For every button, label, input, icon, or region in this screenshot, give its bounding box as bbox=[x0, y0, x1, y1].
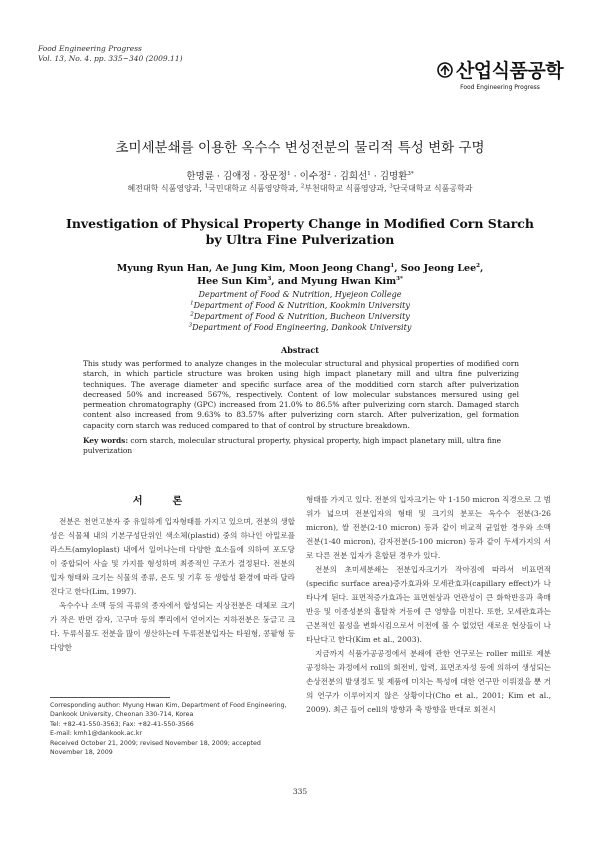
author-name: , and Myung Hwan Kim bbox=[271, 276, 397, 287]
author-name: Moon Jeong Chang bbox=[289, 263, 391, 274]
author-separator: · bbox=[250, 171, 260, 182]
affiliation: 단국대학교 식품공학과 bbox=[392, 184, 473, 193]
superscript: 2 bbox=[190, 311, 194, 318]
abstract-heading: Abstract bbox=[281, 345, 319, 355]
footnote-line: Tel: +82-41-550-3563; Fax: +82-41-550-3566 bbox=[50, 720, 194, 728]
journal-logo bbox=[436, 56, 564, 91]
journal-citation bbox=[38, 44, 183, 64]
superscript: 3 bbox=[267, 275, 272, 282]
journal-name: Food Engineering Progress bbox=[38, 44, 142, 53]
author-name: 한명륜 bbox=[186, 171, 214, 182]
english-title bbox=[0, 216, 600, 248]
affiliation: Department of Food Engineering, Dankook University bbox=[192, 323, 412, 332]
author-separator: · bbox=[213, 171, 223, 182]
korean-authors bbox=[0, 168, 600, 182]
abstract-text: This study was performed to analyze changes in the molecular structural and physical properties of modified corn starch, in which particle structure was broken using high impact planetary mill and ultra fine pulverizing techniques. The average diameter and specific surface area of the modditied corn starch after pulverization decreased 50% and increased 567%, respectively. Content of low molecular substances mersured using gel permeation chromatography (GPC) increased from 21.0% to 86.5% after pulverizing corn starch. Damaged starch content also increased from 9.63% to 83.57% after pulverizing corn starch. After pulverization, gel formation capacity corn starch was reduced compared to that of control by structure breakdown. bbox=[83, 359, 519, 430]
left-column bbox=[50, 515, 295, 655]
paragraph: 옥수수나 소맥 등의 곡류의 종자에서 합성되는 지상전분은 대체로 크기가 작은 반면 감자, 고구마 등의 뿌리에서 얻어지는 지하전분은 둥글고 크다. 두류식물도 전분을 많이 생산하는데 두류전분입자는 타원형, 콩팥형 등 다양한 bbox=[50, 601, 295, 652]
right-column bbox=[306, 493, 551, 717]
affiliation: Department of Food & Nutrition, Bucheon University bbox=[193, 312, 410, 321]
keywords bbox=[83, 436, 519, 457]
footnote-line: Received October 21, 2009; revised November 18, 2009; accepted November 18, 2009 bbox=[50, 739, 261, 757]
author-separator: · bbox=[290, 171, 300, 182]
affiliation: 국민대학교 식품영양학과, bbox=[208, 184, 301, 193]
superscript: 3* bbox=[407, 170, 414, 177]
korean-title: 초미세분쇄를 이용한 옥수수 변성전분의 물리적 특성 변화 구명 bbox=[115, 140, 485, 156]
footnote-divider bbox=[50, 697, 170, 698]
paragraph: 형태를 가지고 있다. 전분의 입자크기는 약 1-150 micron 직경으로 그 범위가 넓으며 전분입자의 형태 및 크기의 분포는 옥수수 전분(3-26 micron), 쌀 전분(2-10 micron) 등과 같이 비교적 균일한 경우와 소맥 전분(1-40 micron), 감자전분(5-100 micron) 등과 같이 두세가지의 서로 다른 전분 입자가 혼합된 경우가 있다. bbox=[306, 495, 551, 560]
english-authors-line-1 bbox=[0, 262, 600, 275]
author-separator: · bbox=[370, 171, 380, 182]
superscript: 1 bbox=[190, 300, 194, 307]
superscript: 2 bbox=[300, 183, 305, 190]
affiliation: Department of Food & Nutrition, Hyejeon College bbox=[198, 290, 402, 299]
author-name: 이수정 bbox=[299, 171, 328, 182]
paragraph: 전분의 초미세분쇄는 전분입자크기가 작아짐에 따라서 비표면적(specific surface area)증가효과와 모세관효과(capillary effect)가 나타나게 된다. 표면적증가효과는 표면현상과 연관성이 큰 화학반응과 촉매반응 및 이종성분의 흡탈착 거동에 큰 영향을 미친다. 또한, 모세관효과는 근본적인 물성을 변화시킴으로서 이전에 볼 수 없었던 새로운 현상들이 나타난다고 한다(Kim et al., 2003). bbox=[306, 565, 551, 644]
superscript: 1 bbox=[204, 183, 209, 190]
english-authors-line-2 bbox=[0, 275, 600, 288]
korean-affiliations bbox=[0, 183, 600, 194]
author-name: Hee Sun Kim bbox=[197, 276, 268, 287]
corresponding-author-footnote bbox=[50, 701, 295, 757]
superscript: 1 bbox=[390, 262, 395, 269]
author-name: 김희선 bbox=[339, 171, 368, 182]
superscript: 1 bbox=[367, 170, 371, 177]
paragraph: 지금까지 식품가공공정에서 분쇄에 관한 연구로는 roller mill로 제분 공정하는 과정에서 roll의 회전비, 압력, 표면조자성 등에 의하여 생성되는 손상전분의 발생정도 및 제품에 미치는 특성에 대한 연구만 이뤄졌을 뿐 거의 연구가 이루어지지 않은 상황이다(Cho et al., 2001; Kim et al., 2009). 최근 들어 cell의 방향과 축 방향을 반대로 회전시 bbox=[306, 649, 551, 714]
author-name: Ae Jung Kim, bbox=[215, 263, 290, 274]
author-name: 장문정 bbox=[259, 171, 288, 182]
affiliation: Department of Food & Nutrition, Kookmin University bbox=[193, 301, 410, 310]
footnote-line: E-mail: kmh1@dankook.ac.kr bbox=[50, 730, 143, 738]
logo-subtitle: Food Engineering Progress bbox=[460, 84, 540, 91]
superscript: 1 bbox=[287, 170, 291, 177]
superscript: 2 bbox=[327, 170, 331, 177]
english-title-line-2: by Ultra Fine Pulverization bbox=[205, 232, 395, 247]
logo-mark-icon bbox=[437, 62, 453, 78]
english-affiliations bbox=[0, 289, 600, 333]
superscript: 3 bbox=[188, 322, 193, 329]
page-number: 335 bbox=[292, 787, 308, 796]
author-name: , Soo Jeong Lee bbox=[394, 263, 477, 274]
affiliation: 혜전대학 식품영양과, bbox=[127, 184, 205, 193]
author-name: , bbox=[479, 263, 484, 274]
section-heading-introduction: 서론 bbox=[132, 496, 213, 507]
english-authors bbox=[0, 262, 600, 288]
affiliation-line bbox=[0, 322, 600, 333]
author-name: 김명환 bbox=[379, 171, 408, 182]
affiliation-line bbox=[0, 311, 600, 322]
journal-volume: Vol. 13, No. 4. pp. 335~340 (2009.11) bbox=[38, 54, 183, 63]
affiliation-line bbox=[0, 300, 600, 311]
english-title-line-1: Investigation of Physical Property Change in Modified Corn Starch bbox=[65, 216, 534, 231]
superscript: 3* bbox=[396, 275, 403, 282]
superscript: 3 bbox=[389, 183, 393, 190]
author-name: Myung Ryun Han, bbox=[116, 263, 216, 274]
author-name: 김애정 bbox=[222, 171, 251, 182]
affiliation-line bbox=[0, 289, 600, 300]
logo-text: 산업식품공학 bbox=[455, 60, 564, 82]
footnote-line: Corresponding author: Myung Hwan Kim, Department of Food Engineering, Dankook University, Cheonan 330-714, Korea bbox=[50, 702, 287, 719]
keywords-label: Key words: bbox=[83, 436, 129, 445]
superscript: 2 bbox=[476, 262, 480, 269]
keywords-list: corn starch, molecular structural property, physical property, high impact planetary mill, ultra fine pulverization bbox=[83, 436, 502, 456]
affiliation: 부천대학교 식품영양과, bbox=[304, 184, 390, 193]
author-separator: · bbox=[330, 171, 340, 182]
paragraph: 전분은 천연고분자 중 유일하게 입자형태를 가지고 있으며, 전분의 생합성은 식물체 내의 기본구성단위인 색소체(plastid) 중의 하나인 아밀로플라스트(amyloplast) 내에서 일어나는데 다양한 효소들에 의하여 포도당이 중합되어 사슬 및 가지를 형성하며 최종적인 구조가 결정된다. 전분의 입자 형태와 크기는 식물의 종류, 온도 및 기후 등 생합성 환경에 따라 달라진다고 한다(Lim, 1997). bbox=[50, 517, 295, 596]
